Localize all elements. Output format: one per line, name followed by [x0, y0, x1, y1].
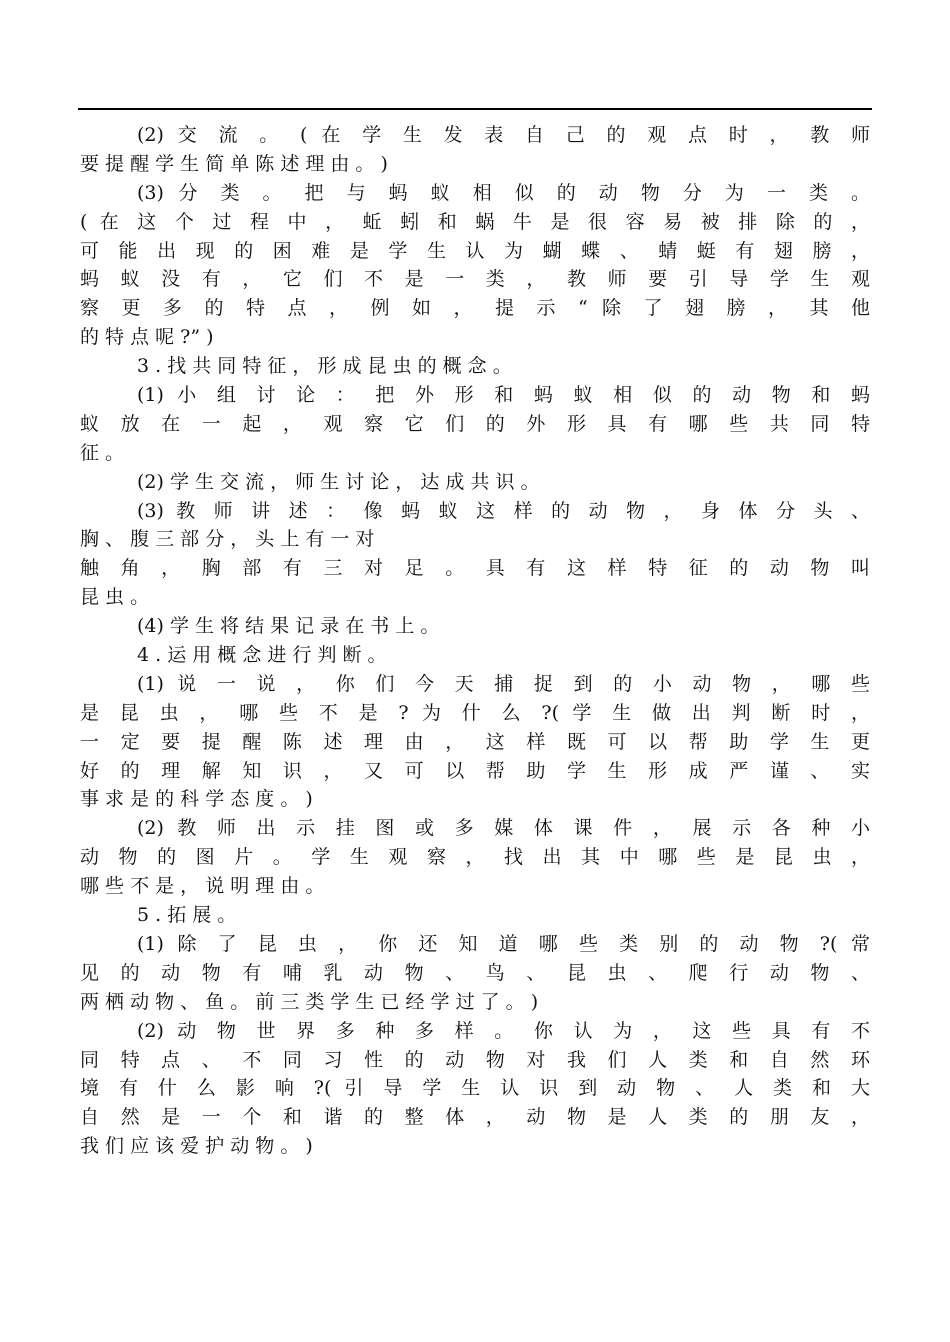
text-line: 征 。	[80, 441, 125, 464]
text-line: 蚁 放 在 一 起 ， 观 察 它 们 的 外 形 具 有 哪 些 共 同 特	[80, 412, 870, 435]
text-line: 同 特 点 、 不 同 习 性 的 动 物 对 我 们 人 类 和 自 然 环	[80, 1048, 870, 1071]
text-line: 昆 虫 。	[80, 586, 150, 609]
text-line: 自 然 是 一 个 和 谐 的 整 体 ， 动 物 是 人 类 的 朋 友 ，	[80, 1106, 870, 1129]
text-line: 好 的 理 解 知 识 ， 又 可 以 帮 助 学 生 形 成 严 谨 、 实	[80, 759, 870, 782]
text-line: (1) 说 一 说 ， 你 们 今 天 捕 捉 到 的 小 动 物 ， 哪 些	[137, 672, 870, 695]
text-line: (4) 学 生 将 结 果 记 录 在 书 上 。	[137, 615, 440, 638]
text-line: 两 栖 动 物 、 鱼 。 前 三 类 学 生 已 经 学 过 了 。 )	[80, 990, 539, 1013]
text-line: 境 有 什 么 影 响 ?( 引 导 学 生 认 识 到 动 物 、 人 类 和 大	[80, 1077, 870, 1100]
document-body	[80, 121, 870, 1161]
text-line: (2) 学 生 交 流 ， 师 生 讨 论 ， 达 成 共 识 。	[137, 470, 540, 493]
text-line: 是 昆 虫 ， 哪 些 不 是 ? 为 什 么 ?( 学 生 做 出 判 断 时 ，	[80, 701, 870, 724]
text-line: 察 更 多 的 特 点 ， 例 如 ， 提 示 “ 除 了 翅 膀 ， 其 他	[80, 297, 870, 320]
text-line: 事 求 是 的 科 学 态 度 。 )	[80, 788, 313, 811]
text-line: 一 定 要 提 醒 陈 述 理 由 ， 这 样 既 可 以 帮 助 学 生 更	[80, 730, 870, 753]
text-line: 见 的 动 物 有 哺 乳 动 物 、 鸟 、 昆 虫 、 爬 行 动 物 、	[80, 961, 870, 984]
text-line: 要 提 醒 学 生 简 单 陈 述 理 由 。 )	[80, 152, 388, 175]
header-rule	[78, 108, 872, 110]
text-line: 我 们 应 该 爱 护 动 物 。 )	[80, 1135, 313, 1158]
text-line: (2) 教 师 出 示 挂 图 或 多 媒 体 课 件 ， 展 示 各 种 小	[137, 817, 870, 840]
text-line: 胸 、 腹 三 部 分 ， 头 上 有 一 对	[80, 528, 375, 551]
text-line: (1) 小 组 讨 论 ： 把 外 形 和 蚂 蚁 相 似 的 动 物 和 蚂	[137, 384, 870, 407]
text-line: ( 在 这 个 过 程 中 ， 蚯 蚓 和 蜗 牛 是 很 容 易 被 排 除 的 ，	[80, 210, 870, 233]
text-line: (2) 动 物 世 界 多 种 多 样 。 你 认 为 ， 这 些 具 有 不	[137, 1019, 870, 1042]
text-line: 触 角 ， 胸 部 有 三 对 足 。 具 有 这 样 特 征 的 动 物 叫	[80, 557, 870, 580]
text-line: 蚂 蚁 没 有 ， 它 们 不 是 一 类 ， 教 师 要 引 导 学 生 观	[80, 268, 870, 291]
text-line: 4 . 运 用 概 念 进 行 判 断 。	[137, 644, 387, 667]
text-line: 的 特 点 呢 ?” )	[80, 326, 214, 349]
text-line: (3) 分 类 。 把 与 蚂 蚁 相 似 的 动 物 分 为 一 类 。	[137, 181, 870, 204]
text-line: (3) 教 师 讲 述 ： 像 蚂 蚁 这 样 的 动 物 ， 身 体 分 头 、	[137, 499, 870, 522]
text-line: 动 物 的 图 片 。 学 生 观 察 ， 找 出 其 中 哪 些 是 昆 虫 ，	[80, 846, 870, 869]
text-line: (1) 除 了 昆 虫 ， 你 还 知 道 哪 些 类 别 的 动 物 ?( 常	[137, 932, 870, 955]
text-line: 可 能 出 现 的 困 难 是 学 生 认 为 蝴 蝶 、 蜻 蜓 有 翅 膀 ，	[80, 239, 870, 262]
text-line: 3 . 找 共 同 特 征 ， 形 成 昆 虫 的 概 念 。	[137, 355, 512, 378]
text-line: (2) 交 流 。 ( 在 学 生 发 表 自 己 的 观 点 时 ， 教 师	[137, 124, 870, 146]
text-line: 5 . 拓 展 。	[137, 904, 237, 927]
text-line: 哪 些 不 是 ， 说 明 理 由 。	[80, 875, 325, 898]
